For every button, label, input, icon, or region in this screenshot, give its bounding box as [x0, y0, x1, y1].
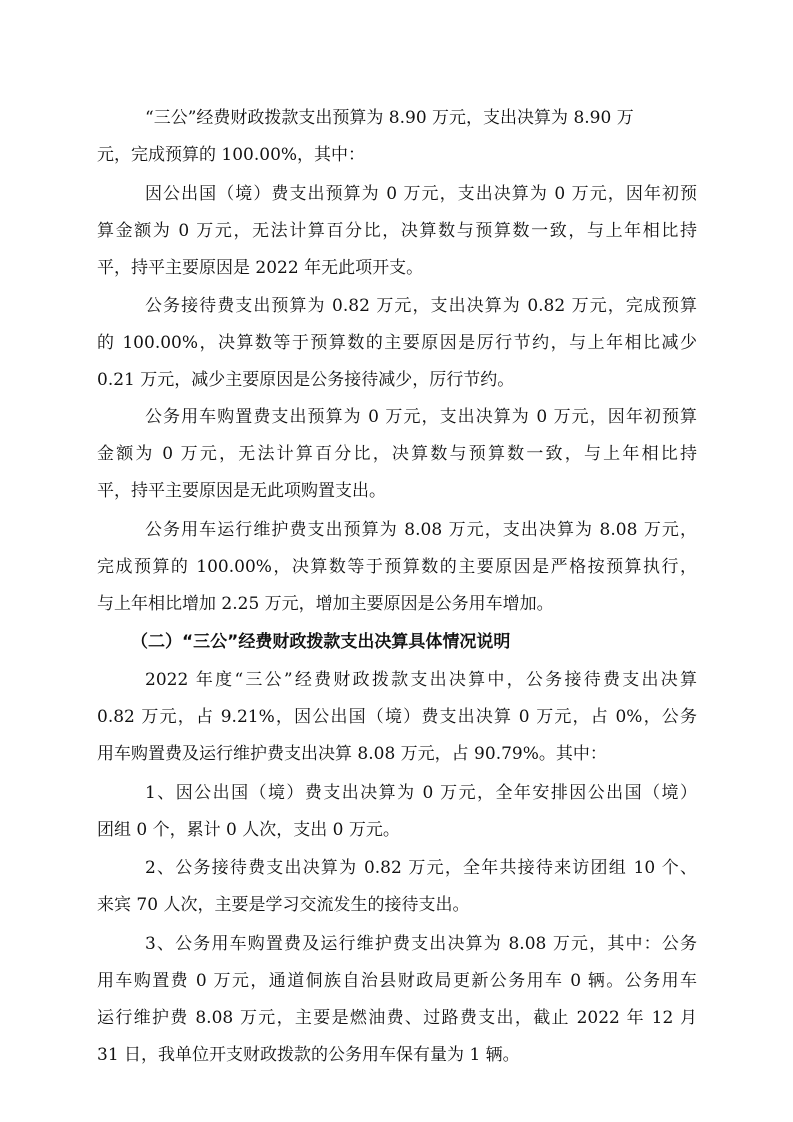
paragraph-line: 3、公务用车购置费及运行维护费支出决算为 8.08 万元，其中：公务: [145, 934, 697, 954]
paragraph-line: 算金额为 0 万元，无法计算百分比，决算数与预算数一致，与上年相比持: [97, 221, 697, 241]
paragraph-line: 公务用车购置费支出预算为 0 万元，支出决算为 0 万元，因年初预算: [145, 407, 697, 427]
section-heading: （二）“三公”经费财政拨款支出决算具体情况说明: [131, 632, 511, 652]
paragraph-line: 公务用车运行维护费支出预算为 8.08 万元，支出决算为 8.08 万元，: [145, 520, 697, 540]
paragraph-line: 完成预算的 100.00%，决算数等于预算数的主要原因是严格按预算执行，: [97, 557, 697, 577]
paragraph-line: “三公”经费财政拨款支出预算为 8.90 万元，支出决算为 8.90 万: [145, 108, 634, 128]
paragraph-line: 与上年相比增加 2.25 万元，增加主要原因是公务用车增加。: [97, 594, 554, 614]
paragraph-line: 31 日，我单位开支财政拨款的公务用车保有量为 1 辆。: [97, 1045, 520, 1065]
paragraph-line: 运行维护费 8.08 万元，主要是燃油费、过路费支出，截止 2022 年 12 月: [97, 1008, 697, 1028]
paragraph-line: 金额为 0 万元，无法计算百分比，决算数与预算数一致，与上年相比持: [97, 444, 697, 464]
paragraph-line: 用车购置费及运行维护费支出决算 8.08 万元，占 90.79%。其中：: [97, 744, 607, 764]
paragraph-line: 1、因公出国（境）费支出决算为 0 万元，全年安排因公出国（境）: [145, 783, 697, 803]
paragraph-line: 团组 0 个，累计 0 人次，支出 0 万元。: [97, 820, 400, 840]
paragraph-line: 公务接待费支出预算为 0.82 万元，支出决算为 0.82 万元，完成预算: [145, 296, 697, 316]
paragraph-line: 元，完成预算的 100.00%，其中：: [97, 145, 366, 165]
paragraph-line: 0.82 万元，占 9.21%，因公出国（境）费支出决算 0 万元，占 0%，公务: [97, 707, 697, 727]
paragraph-line: 2、公务接待费支出决算为 0.82 万元，全年共接待来访团组 10 个、: [145, 858, 697, 878]
paragraph-line: 2022 年度“三公”经费财政拨款支出决算中，公务接待费支出决算: [145, 670, 697, 690]
paragraph-line: 平，持平主要原因是无此项购置支出。: [97, 481, 386, 501]
paragraph-line: 用车购置费 0 万元，通道侗族自治县财政局更新公务用车 0 辆。公务用车: [97, 971, 697, 991]
paragraph-line: 0.21 万元，减少主要原因是公务接待减少，厉行节约。: [97, 370, 515, 390]
paragraph-line: 来宾 70 人次，主要是学习交流发生的接待支出。: [97, 895, 470, 915]
paragraph-line: 平，持平主要原因是 2022 年无此项开支。: [97, 258, 424, 278]
paragraph-line: 的 100.00%，决算数等于预算数的主要原因是厉行节约，与上年相比减少: [97, 333, 697, 353]
paragraph-line: 因公出国（境）费支出预算为 0 万元，支出决算为 0 万元，因年初预: [145, 184, 697, 204]
